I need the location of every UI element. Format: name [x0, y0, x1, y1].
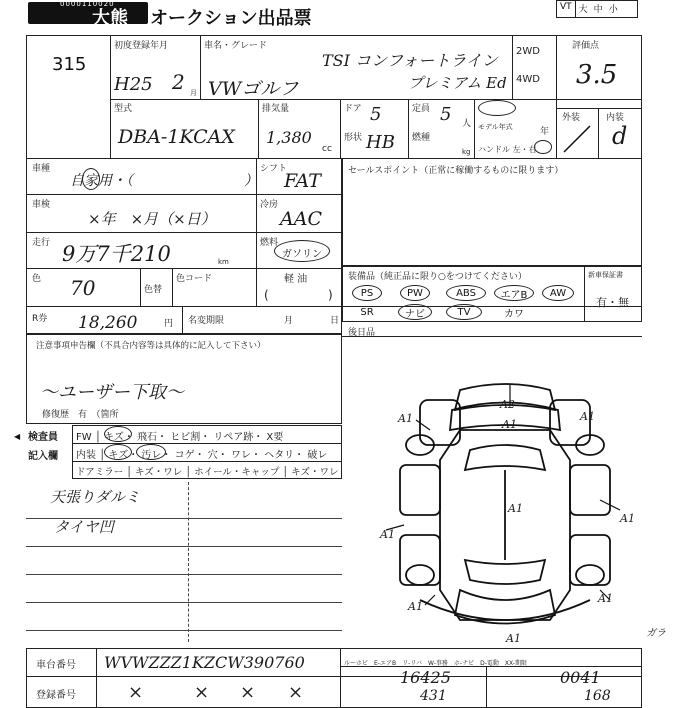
first-reg-label: 初度登録年月: [114, 41, 169, 51]
bottom-number-2: 0041: [560, 668, 601, 687]
exterior-slash: [560, 122, 594, 154]
inner-scratch-circle: [104, 444, 132, 460]
bottom-number-4: 168: [584, 688, 611, 704]
yen-unit: 円: [164, 319, 174, 329]
fuel-label: 燃料: [260, 238, 279, 248]
damage-a1-right-rear: A1: [598, 592, 613, 605]
aircon-label: 冷房: [260, 200, 279, 210]
drive-2wd: 2WD: [516, 46, 540, 57]
logo-text: 大熊: [92, 8, 128, 29]
fuel-value: ガソリン: [282, 249, 322, 260]
interior-grade: d: [612, 122, 628, 150]
fw-repair: リペア跡: [213, 432, 254, 443]
equip-airbag: エアB: [500, 289, 528, 301]
inner-tear: 破レ: [307, 450, 328, 461]
mileage-label: 走行: [32, 238, 51, 248]
name-grade-label: 車名・グレード: [204, 41, 268, 51]
car-make: VWゴルフ: [208, 78, 299, 100]
equip-navi: ナビ: [405, 308, 425, 320]
equip-leather: カワ: [504, 308, 524, 320]
equip-sr: SR: [360, 306, 374, 318]
history-label: 修復歴 有 （箇所: [42, 410, 119, 420]
damage-a1-roof: A1: [508, 502, 523, 515]
wheel-damage: キズ・ワレ: [291, 467, 339, 478]
warranty-yes-no: 有・無: [596, 296, 629, 309]
interior-label: 内装: [606, 113, 625, 123]
people-unit: 人: [462, 119, 472, 129]
corner-note: ガラ: [646, 628, 666, 639]
grade-line2: プレミアム Ed: [408, 74, 507, 92]
usage-end: ）: [244, 173, 258, 189]
inner-dirt-circle: [136, 444, 166, 460]
light-oil-label: 軽 油: [284, 274, 308, 285]
fw-label: FW: [76, 432, 92, 443]
aircon-value: AAC: [280, 208, 322, 230]
handle-circle: [534, 140, 552, 154]
arrow-marker: ◀: [14, 432, 21, 441]
color-change-label: 色替: [144, 285, 163, 295]
inner-scratch: キズ: [108, 450, 129, 461]
inner-burn: コゲ: [174, 450, 195, 461]
transfer-month: 月: [284, 316, 294, 326]
capacity-label: 定員: [412, 104, 431, 114]
color-value: 70: [70, 276, 96, 300]
fw-chip: 飛石: [137, 432, 158, 443]
drive-4wd: 4WD: [516, 74, 540, 85]
inner-hole: 穴: [207, 450, 218, 461]
capacity-value: 5: [440, 104, 452, 125]
equip-ps: PS: [360, 287, 374, 299]
mirror-damage: キズ・ワレ: [134, 467, 183, 478]
shift-label: シフト: [260, 164, 288, 174]
option-medium: 中: [593, 5, 603, 15]
chassis-label: 車台番号: [36, 660, 76, 671]
usage-label: 車種: [32, 164, 51, 174]
wheel-label: ホイール・キャップ: [194, 467, 280, 478]
fw-row: FW │ キズ・ 飛石・ ヒビ割・ リペア跡・ X要: [76, 432, 284, 443]
equip-tv: TV: [457, 306, 471, 318]
reg-mark-4: ×: [288, 682, 304, 703]
form-title: オークション出品票: [150, 8, 312, 29]
mirror-row: ドアミラー │ キズ・ワレ │ ホイール・キャップ │ キズ・ワレ: [76, 467, 339, 478]
grade-line1: TSI コンフォートライン: [322, 51, 498, 70]
doors-label: ドア: [344, 104, 362, 114]
note-tire-dent: タイヤ凹: [54, 518, 114, 536]
damage-a1-right-side: A1: [620, 512, 635, 525]
shift-value: FAT: [284, 170, 321, 192]
lot-number: 315: [52, 54, 87, 75]
usage-value: 自家用・（: [70, 173, 133, 189]
shape-label: 形状: [344, 133, 363, 143]
fw-scratch-circle: [104, 426, 132, 442]
km-unit: km: [218, 258, 229, 266]
handle-label: ハンドル 左・右: [478, 145, 537, 154]
year-suffix: 年: [540, 127, 550, 137]
bottom-number-3: 431: [420, 688, 447, 704]
option-large: 大: [578, 5, 588, 15]
inner-wear: ヘタリ: [264, 450, 295, 461]
displacement-value: 1,380: [266, 128, 312, 147]
fw-replace: X要: [266, 432, 284, 443]
damage-a1-front-panel: A1: [502, 418, 517, 431]
model-year-label: モデル年式: [478, 123, 513, 131]
damage-a1-rear: A1: [506, 632, 521, 645]
usage-circle: [82, 168, 100, 190]
entry-label: 記入欄: [28, 451, 58, 462]
damage-a1-left-rear: A1: [408, 600, 423, 613]
inner-break: ワレ: [230, 450, 251, 461]
equip-pw: PW: [407, 287, 423, 299]
option-vt: VT: [557, 1, 576, 17]
note-roof-sag: 天張りダルミ: [50, 488, 141, 506]
reg-number-label: 登録番号: [36, 690, 76, 701]
equip-aw: AW: [549, 287, 567, 299]
bottom-codes: ルーホビ E-エアB リ-リバ W-事務 ホ-ナビ D-電動 XX-期限: [344, 660, 527, 667]
fw-scratch: キズ: [104, 432, 124, 443]
damage-a1-left-front: A1: [398, 412, 413, 425]
color-label: 色: [32, 274, 42, 284]
transfer-day: 日: [330, 316, 340, 326]
notes-label: 注意事項申告欄（不具合内容等は具体的に記入して下さい）: [36, 341, 266, 351]
after-fit-label: 後日品: [348, 328, 376, 338]
inner-row: 内装 │ キズ・ 汚レ・ コゲ・ 穴・ ワレ・ ヘタリ・ 破レ: [76, 450, 328, 461]
damage-a1-left-side: A1: [380, 528, 395, 541]
month-suffix: 月: [190, 89, 197, 97]
notes-handwritten: ～ユーザー下取～: [40, 382, 184, 403]
first-reg-year: H25: [114, 74, 153, 95]
equipment-label: 装備品（純正品に限り○をつけてください）: [348, 272, 527, 282]
fuel-type-label: 燃種: [412, 133, 431, 143]
fw-crack: ヒビ割: [170, 432, 201, 443]
kg-unit: kg: [462, 148, 471, 156]
color-code-label: 色コード: [176, 274, 213, 284]
score: 3.5: [576, 60, 618, 90]
mileage-value: 9万7千210: [62, 242, 171, 266]
option-small: 小: [608, 5, 618, 15]
header-barcode: 0000110020: [60, 0, 115, 8]
damage-a2-top: A2: [500, 398, 515, 411]
warranty-label: 新車保証書: [588, 271, 623, 279]
model-code: DBA-1KCAX: [118, 126, 235, 148]
inner-label: 内装: [76, 450, 96, 461]
reg-mark-1: ×: [128, 682, 144, 703]
cc-unit: cc: [322, 144, 332, 154]
displacement-label: 排気量: [262, 104, 290, 114]
doors-value: 5: [370, 104, 382, 125]
transfer-label: 名変期限: [188, 316, 225, 326]
reg-mark-3: ×: [240, 682, 256, 703]
chassis-number: WVWZZZ1KZCW390760: [104, 653, 305, 672]
mirror-label: ドアミラー: [76, 467, 124, 478]
exterior-label: 外装: [562, 113, 581, 123]
model-label: 型式: [114, 104, 133, 114]
inner-dirt: 汚レ: [141, 450, 162, 461]
bottom-number-1: 16425: [400, 668, 451, 687]
recycle-label: R券: [32, 314, 48, 324]
equip-abs: ABS: [456, 287, 476, 299]
shape-value: HB: [366, 132, 395, 153]
drive-circle: [478, 100, 516, 116]
size-options: [556, 0, 638, 18]
inspection-value: ×年 ×月（×日）: [88, 210, 216, 228]
sales-point-label: セールスポイント（正常に稼働するものに限ります）: [348, 166, 564, 176]
damage-a1-right-front: A1: [580, 410, 595, 423]
inspection-label: 車検: [32, 200, 51, 210]
reg-mark-2: ×: [194, 682, 210, 703]
first-reg-month: 2: [172, 70, 185, 94]
recycle-amount: 18,260: [78, 313, 138, 333]
inspector-label: 検査員: [28, 432, 58, 443]
grade-eval-label: 評価点: [572, 41, 600, 51]
